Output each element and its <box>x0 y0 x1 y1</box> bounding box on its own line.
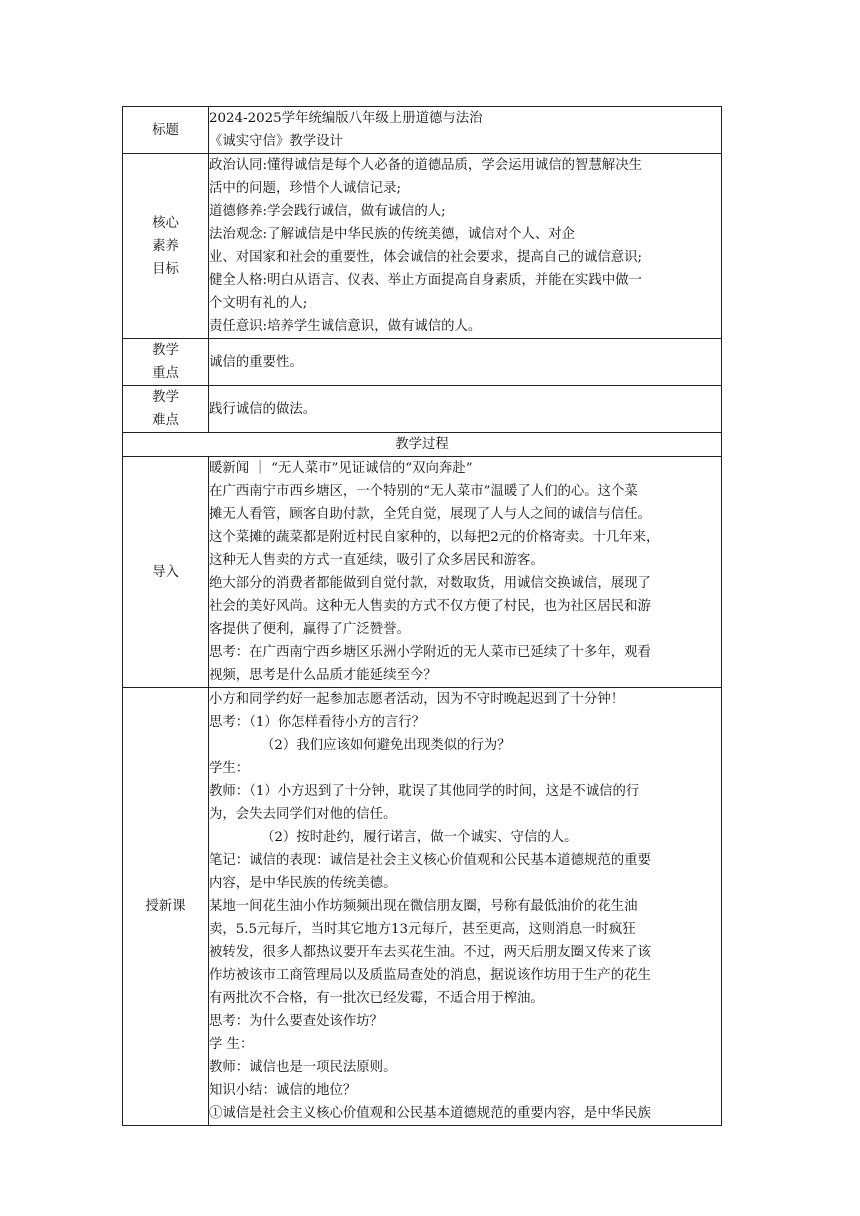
intro-line: 摊无人看管，顾客自助付款，全凭自觉，展现了人与人之间的诚信与信任。 <box>209 507 651 522</box>
difficult-label-line: 教学 <box>152 390 179 405</box>
lesson-line: 内容，是中华民族的传统美德。 <box>209 876 397 891</box>
introduction-row <box>123 457 722 688</box>
document-title-line1: 2024-2025学年统编版八年级上册道德与法治 <box>209 111 483 126</box>
lesson-line: 作坊被该市工商管理局以及质监局查处的消息，据说该作坊用于生产的花生 <box>209 968 651 983</box>
core-line: 政治认同:懂得诚信是每个人必备的道德品质，学会运用诚信的智慧解决生 <box>209 158 643 173</box>
title-label-text: 标题 <box>152 122 179 138</box>
lesson-line: 知识小结：诚信的地位？ <box>209 1083 357 1098</box>
key-label-line: 教学 <box>152 343 179 358</box>
lesson-line: 学生： <box>209 761 250 776</box>
difficult-label-line: 难点 <box>152 413 179 428</box>
lesson-line: 有两批次不合格，有一批次已经发霉，不适合用于榨油。 <box>209 991 544 1006</box>
introduction-label-text: 导入 <box>152 564 179 580</box>
intro-line: 视频，思考是什么品质才能延续至今？ <box>209 668 437 683</box>
title-content <box>209 107 722 154</box>
difficult-point-text: 践行诚信的做法。 <box>209 401 317 417</box>
core-line: 个文明有礼的人; <box>209 296 308 311</box>
lesson-line: 思考：为什么要查处该作坊？ <box>209 1014 384 1029</box>
title-label <box>123 107 209 154</box>
core-literacy-label <box>123 154 209 339</box>
lesson-line: 卖，5.5元每斤，当时其它地方13元每斤，甚至更高，这则消息一时疯狂 <box>209 922 636 937</box>
difficult-point-content <box>209 386 722 433</box>
key-point-content <box>209 339 722 386</box>
core-line: 业、对国家和社会的重要性，体会诚信的社会要求，提高自己的诚信意识; <box>209 250 643 265</box>
core-line: 道德修养:学会践行诚信，做有诚信的人; <box>209 204 446 219</box>
intro-line: 社会的美好风尚。这种无人售卖的方式不仅方便了村民，也为社区居民和游 <box>209 599 651 614</box>
intro-line: 这个菜摊的蔬菜都是附近村民自家种的，以每把2元的价格寄卖。十几年来， <box>209 530 660 545</box>
key-label-line: 重点 <box>152 366 179 381</box>
core-line: 责任意识:培养学生诚信意识，做有诚信的人。 <box>209 319 482 334</box>
core-line: 健全人格:明白从语言、仪表、举止方面提高自身素质，并能在实践中做一 <box>209 273 643 288</box>
lesson-line: 思考：（1）你怎样看待小方的言行？ <box>209 715 426 730</box>
lesson-line: 为，会失去同学们对他的信任。 <box>209 807 397 822</box>
core-literacy-content <box>209 154 722 339</box>
core-line: 活中的问题，珍惜个人诚信记录; <box>209 181 401 196</box>
difficult-point-row <box>123 386 722 433</box>
key-point-row <box>123 339 722 386</box>
lesson-line: 某地一间花生油小作坊频频出现在微信朋友圈，号称有最低油价的花生油 <box>209 899 638 914</box>
lesson-line: 学 生： <box>209 1037 254 1052</box>
intro-line: 绝大部分的消费者都能做到自觉付款，对数取货，用诚信交换诚信，展现了 <box>209 576 651 591</box>
lesson-line: 教师：（1）小方迟到了十分钟，耽误了其他同学的时间，这是不诚信的行 <box>209 784 640 799</box>
core-literacy-row <box>123 154 722 339</box>
intro-line: 这种无人售卖的方式一直延续，吸引了众多居民和游客。 <box>209 553 544 568</box>
lesson-line: 笔记：诚信的表现：诚信是社会主义核心价值观和公民基本道德规范的重要 <box>209 853 651 868</box>
lesson-line: （2）按时赴约，履行诺言，做一个诚实、守信的人。 <box>261 830 578 845</box>
lesson-line: ①诚信是社会主义核心价值观和公民基本道德规范的重要内容，是中华民族 <box>209 1106 651 1121</box>
process-header-text: 教学过程 <box>395 437 449 452</box>
lesson-line: 小方和同学约好一起参加志愿者活动，因为不守时晚起迟到了十分钟！ <box>209 692 625 707</box>
new-lesson-label-text: 授新课 <box>145 899 186 914</box>
introduction-label <box>123 457 209 688</box>
lesson-line: 被转发，很多人都热议要开车去买花生油。不过，两天后朋友圈又传来了该 <box>209 945 651 960</box>
lesson-plan-table <box>122 106 722 1126</box>
process-header <box>123 433 722 457</box>
intro-line: 在广西南宁市西乡塘区，一个特别的“无人菜市”温暖了人们的心。这个菜 <box>209 484 638 499</box>
introduction-content <box>209 457 722 688</box>
difficult-point-label <box>123 386 209 433</box>
intro-line: 思考：在广西南宁西乡塘区乐洲小学附近的无人菜市已延续了十多年，观看 <box>209 645 651 660</box>
key-point-text: 诚信的重要性。 <box>209 354 303 370</box>
core-label-line: 素养 <box>152 238 179 254</box>
intro-line: 暖新闻 ｜ “无人菜市”见证诚信的“双向奔赴” <box>209 461 473 476</box>
process-header-row <box>123 433 722 457</box>
core-line: 法治观念:了解诚信是中华民族的传统美德，诚信对个人、对企 <box>209 227 576 242</box>
key-point-label <box>123 339 209 386</box>
new-lesson-row <box>123 688 722 1126</box>
lesson-line: 教师：诚信也是一项民法原则。 <box>209 1060 397 1075</box>
lesson-line: （2）我们应该如何避免出现类似的行为？ <box>261 738 511 753</box>
core-label-line: 目标 <box>152 261 179 277</box>
core-label-line: 核心 <box>152 215 179 231</box>
intro-line: 客提供了便利，赢得了广泛赞誉。 <box>209 622 410 637</box>
title-row <box>123 107 722 154</box>
new-lesson-label <box>123 688 209 1126</box>
new-lesson-content <box>209 688 722 1126</box>
document-title-line2: 《诚实守信》教学设计 <box>209 134 343 149</box>
